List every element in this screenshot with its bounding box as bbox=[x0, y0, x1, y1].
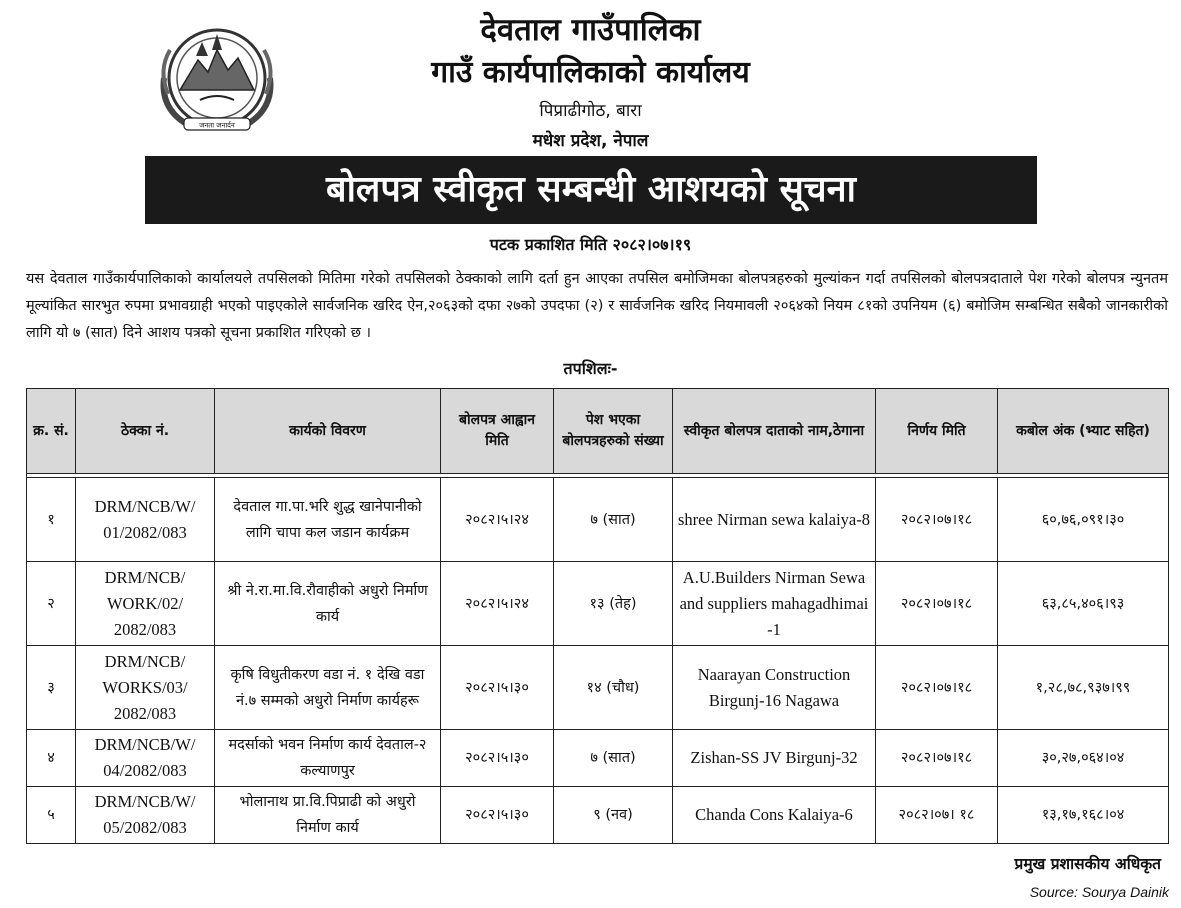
cell-decision-date: २०८२।०७।१८ bbox=[876, 730, 998, 787]
cell-contract-no: DRM/NCB/ WORK/02/ 2082/083 bbox=[76, 562, 215, 646]
cell-amount: १,२८,७८,९३७।९९ bbox=[998, 646, 1169, 730]
cell-call-date: २०८२।५।२४ bbox=[441, 478, 554, 562]
cell-bidder: Zishan-SS JV Birgunj-32 bbox=[673, 730, 876, 787]
cell-decision-date: २०८२।०७। १८ bbox=[876, 787, 998, 844]
cell-decision-date: २०८२।०७।१८ bbox=[876, 646, 998, 730]
tender-table bbox=[26, 388, 1169, 844]
table-row bbox=[27, 787, 1169, 844]
header-amount: कबोल अंक (भ्याट सहित) bbox=[998, 389, 1169, 474]
notice-title: बोलपत्र स्वीकृत सम्बन्धी आशयको सूचना bbox=[145, 156, 1037, 224]
cell-description: भोलानाथ प्रा.वि.पिप्राढी को अधुरो निर्माण कार्य bbox=[215, 787, 441, 844]
notice-body: यस देवताल गाउँकार्यपालिकाको कार्यालयले तपसिलको मितिमा गरेको तपसिलको ठेक्काको लागि दर्ता हुन आएका तपसिल बमोजिमका बोलपत्रहरुको मुल्यांकन गर्दा तपसिलको बोलपत्रदाताले पेश गरेको बोलपत्र न्युनतम मूल्यांकित सारभुत रुपमा प्रभावग्राही भएको पाइएकोले सार्वजनिक खरिद ऐन,२०६३को दफा २७को उपदफा (२) र सार्वजनिक खरिद नियमावली २०६४को नियम ८१को उपनियम (६) बमोजिम सम्बन्धित सबैको जानकारीको लागि यो ७ (सात) दिने आशय पत्रको सूचना प्रकाशित गरिएको छ । bbox=[26, 271, 1168, 341]
publish-date: पटक प्रकाशित मिति २०८२।०७।१९ bbox=[489, 235, 692, 254]
table-row bbox=[27, 478, 1169, 562]
header-bidder: स्वीकृत बोलपत्र दाताको नाम,ठेगाना bbox=[673, 389, 876, 474]
office-name: गाउँ कार्यपालिकाको कार्यालय bbox=[431, 55, 750, 90]
header-decision-date: निर्णय मिति bbox=[876, 389, 998, 474]
cell-decision-date: २०८२।०७।१८ bbox=[876, 562, 998, 646]
cell-sn: ३ bbox=[27, 646, 76, 730]
cell-description: देवताल गा.पा.भरि शुद्ध खानेपानीको लागि चापा कल जडान कार्यक्रम bbox=[215, 478, 441, 562]
cell-bidder: Chanda Cons Kalaiya-6 bbox=[673, 787, 876, 844]
cell-decision-date: २०८२।०७।१८ bbox=[876, 478, 998, 562]
table-header-row bbox=[27, 389, 1169, 474]
cell-bidder: shree Nirman sewa kalaiya-8 bbox=[673, 478, 876, 562]
cell-amount: ६०,७६,०९१।३० bbox=[998, 478, 1169, 562]
table-row bbox=[27, 562, 1169, 646]
schedule-label: तपशिलः- bbox=[563, 359, 618, 378]
cell-bid-count: १४ (चौध) bbox=[554, 646, 673, 730]
header-bid-count: पेश भएका बोलपत्रहरुको संख्या bbox=[554, 389, 673, 474]
cell-call-date: २०८२।५।३० bbox=[441, 787, 554, 844]
cell-description: कृषि विधुतीकरण वडा नं. १ देखि वडा नं.७ सम्मको अधुरो निर्माण कार्यहरू bbox=[215, 646, 441, 730]
cell-call-date: २०८२।५।३० bbox=[441, 646, 554, 730]
table-row bbox=[27, 646, 1169, 730]
signatory: प्रमुख प्रशासकीय अधिकृत bbox=[1014, 855, 1161, 873]
address-line-2: मधेश प्रदेश, नेपाल bbox=[532, 131, 649, 151]
cell-bidder: Naarayan Construction Birgunj-16 Nagawa bbox=[673, 646, 876, 730]
cell-sn: १ bbox=[27, 478, 76, 562]
cell-call-date: २०८२।५।३० bbox=[441, 730, 554, 787]
table-row bbox=[27, 730, 1169, 787]
cell-contract-no: DRM/NCB/ WORKS/03/ 2082/083 bbox=[76, 646, 215, 730]
cell-sn: ५ bbox=[27, 787, 76, 844]
cell-sn: २ bbox=[27, 562, 76, 646]
cell-contract-no: DRM/NCB/W/ 04/2082/083 bbox=[76, 730, 215, 787]
header-call-date: बोलपत्र आह्वान मिति bbox=[441, 389, 554, 474]
cell-sn: ४ bbox=[27, 730, 76, 787]
cell-amount: ३०,२७,०६४।०४ bbox=[998, 730, 1169, 787]
address-line-1: पिप्राढीगोठ, बारा bbox=[539, 101, 642, 121]
header-description: कार्यको विवरण bbox=[215, 389, 441, 474]
cell-amount: ६३,८५,४०६।९३ bbox=[998, 562, 1169, 646]
cell-bidder: A.U.Builders Nirman Sewa and suppliers mahagadhimai -1 bbox=[673, 562, 876, 646]
cell-contract-no: DRM/NCB/W/ 05/2082/083 bbox=[76, 787, 215, 844]
org-name: देवताल गाउँपालिका bbox=[480, 12, 701, 48]
emblem-motto: जनता जनार्दन bbox=[199, 121, 235, 130]
cell-description: श्री ने.रा.मा.वि.रौवाहीको अधुरो निर्माण कार्य bbox=[215, 562, 441, 646]
cell-amount: १३,१७,१६८।०४ bbox=[998, 787, 1169, 844]
cell-bid-count: ७ (सात) bbox=[554, 478, 673, 562]
header-contract-no: ठेक्का नं. bbox=[76, 389, 215, 474]
cell-bid-count: ७ (सात) bbox=[554, 730, 673, 787]
cell-bid-count: ९ (नव) bbox=[554, 787, 673, 844]
cell-description: मदर्साको भवन निर्माण कार्य देवताल-२ कल्याणपुर bbox=[215, 730, 441, 787]
header-sn: क्र. सं. bbox=[27, 389, 76, 474]
cell-call-date: २०८२।५।२४ bbox=[441, 562, 554, 646]
cell-contract-no: DRM/NCB/W/ 01/2082/083 bbox=[76, 478, 215, 562]
cell-bid-count: १३ (तेह) bbox=[554, 562, 673, 646]
source-credit: Source: Sourya Dainik bbox=[1029, 884, 1169, 900]
